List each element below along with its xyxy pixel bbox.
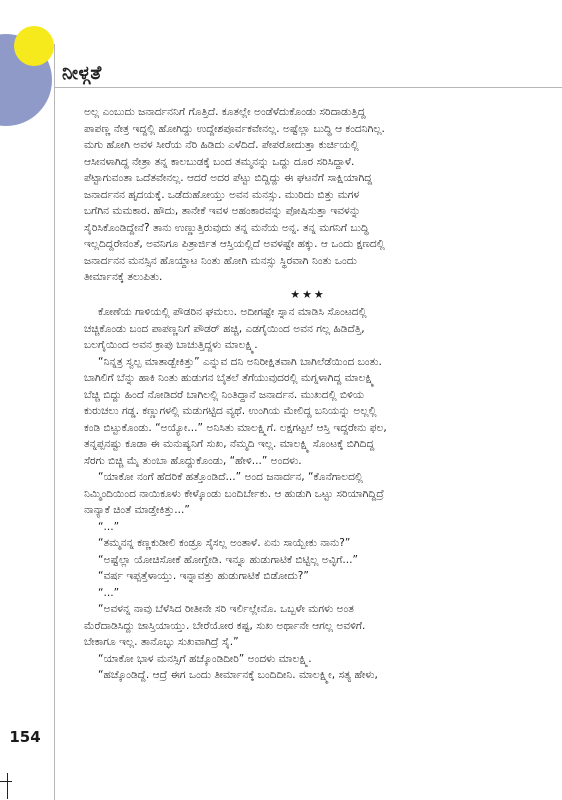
text-line: ಜನಾರ್ದನನ ಹೃದಯಕ್ಕೆ. ಒಡೆದುಹೋಯ್ತು ಅವನ ಮನಸ್ಸು. ಮುರಿದು ಬಿತ್ತು ಮಗಳ	[84, 188, 360, 201]
text-line: “ಅಷ್ಟೆಲ್ಲಾ ಯೋಚಿಸೋಕೆ ಹೋಗ್ಬೇಡಿ. ಇನ್ನೂ ಹುಡುಗಾಟಿಕೆ ಬಿಟ್ಟಿಲ್ಲ ಅವ್ಳಿಗೆ...”	[98, 553, 358, 566]
text-line: “ತಮ್ಮನನ್ನ ಕಣ್ಣಕುಡೀಲಿ ಕಂಡ್ರೂ ಸೈಸಲ್ಲ ಅಂತಾಳೆ. ಏನು ಸಾಯ್ಬೇಕು ನಾನು?”	[98, 537, 351, 549]
text-line: ನಿಮ್ಮಿಂದಿಯಿಂದ ನಾಯಿಕೂಳು ಕೇಳ್ಕೊಂಡು ಬಂದಿರ್ಬೇಕು. ಆ ಹುಡುಗಿ ಒಟ್ಟು ಸರಿಯಾಗಿದ್ದಿದ್ರೆ	[84, 487, 384, 500]
text-line: ಸೈರಿಸಿಕೊಂಡಿದ್ದೇನೆ? ತಾನು ಉಣ್ಣುತ್ತಿರುವುದು ತನ್ನ ಮನೆಯ ಅನ್ನ. ತನ್ನ ಮಗನಿಗೆ ಬುದ್ಧಿ	[84, 221, 369, 234]
text-line: ಕುರುಚಲು ಗಡ್ಡ. ಕಣ್ಣುಗಳಲ್ಲಿ ಮಡುಗಟ್ಟಿದ ವ್ಯಥೆ. ಉಂಗಿಯ ಮೇಲಿದ್ದ ಬನಿಯನ್ನು ಅಲ್ಲಲ್ಲಿ	[84, 405, 377, 417]
text-line: ಇಲ್ಲದಿದ್ದರೇನಂತೆ, ಅವನಿಗೂ ಪಿತ್ರಾರ್ಜಿತ ಆಸ್ತಿಯಲ್ಲಿದೆ ಅವಳಷ್ಟೇ ಹಕ್ಕು. ಆ ಒಂದು ಕ್ಷಣದಲ್ಲಿ	[84, 238, 385, 250]
text-line: ನಾನ್ಯಾಕೆ ಚಿಂತೆ ಮಾಡ್ತೇಕಿತ್ತು...”	[84, 504, 190, 516]
page-number: 154	[9, 728, 41, 746]
text-line: “...”	[98, 586, 120, 599]
text-line: ಆಸೀನಳಾಗಿದ್ದ ನೇತ್ರಾ ತನ್ನ ಕಾಲಬುಡಕ್ಕೆ ಬಂದ ತಮ್ಮನನ್ನು ಒದ್ದು ದೂರ ಸರಿಸಿದ್ದಾಳೆ.	[84, 155, 355, 168]
header-rule	[54, 87, 562, 88]
text-line: ಕೋಣೆಯ ಗಾಳಿಯಲ್ಲಿ ಪೌಡರಿನ ಘಮಲು. ಅದೀಗಷ್ಟೇ ಸ್ನಾನ ಮಾಡಿಸಿ ಸೊಂಟದಲ್ಲಿ	[98, 306, 367, 318]
text-line: ಸೆರಗು ಬಿಚ್ಚಿ ಮೈ ತುಂಬಾ ಹೊದ್ದುಕೊಂಡು, “ಹೇಳಿ...” ಅಂದಳು.	[84, 454, 302, 467]
text-line: “ನಿನ್ನತ್ರ ಸ್ವಲ್ಪ ಮಾತಾಡ್ಬೇಕಿತ್ತು” ಎನ್ನುವ ದನಿ ಅನಿರೀಕ್ಷಿತವಾಗಿ ಬಾಗಿಲೆಡೆಯಿಂದ ಬಂತು.	[98, 355, 382, 368]
text-line: ಬೆಚ್ಚಿ ಬಿದ್ದು ಹಿಂದೆ ನೋಡಿದರೆ ಬಾಗಿಲಲ್ಲಿ ನಿಂತಿದ್ದಾನೆ ಜನಾರ್ದನ. ಮುಖದಲ್ಲಿ ಬಿಳಿಯ	[84, 388, 365, 401]
text-line: “ಯಾಕೋ ನಂಗೆ ಹೆದರಿಕೆ ಹತ್ತೊಂಡಿದೆ...” ಅಂದ ಜನಾರ್ದನ, “ಕೊನೆಗಾಲದಲ್ಲಿ	[98, 471, 363, 483]
text-line: ಬಾಗಿಲಿಗೆ ಬೆನ್ನು ಹಾಕಿ ನಿಂತು ಹುಡುಗನ ಬೈತಲೆ ತೆಗೆಯುವುದರಲ್ಲಿ ಮಗ್ನಳಾಗಿದ್ದ ಮಾಲಕ್ಷ್ಮಿ	[84, 372, 375, 384]
decorative-yellow-circle	[14, 26, 54, 66]
text-line: ತನ್ನಪ್ಪನಷ್ಟು ಕೂಡಾ ಈ ಮನುಷ್ಯನಿಗೆ ಸುಖ, ನೆಮ್ಮದಿ ಇಲ್ಲ. ಮಾಲಕ್ಷ್ಮಿ ಸೊಂಟಕ್ಕೆ ಬಿಗಿದಿದ್ದ	[84, 438, 375, 450]
margin-rule-vertical	[54, 44, 55, 800]
text-line: ಮಗು ಹೋಗಿ ಅವಳ ಸೀರೆಯ ನೆರಿ ಹಿಡಿದು ಎಳೆದಿದೆ. ಪೇಪರೋದುತ್ತಾ ಕುರ್ಚಿಯಲ್ಲಿ	[84, 139, 359, 151]
text-line: “ಅವಳನ್ನ ನಾವು ಬೆಳೆಸಿದ ರೀತೀನೇ ಸರಿ ಇರ್ಲಿಲ್ಲೇನೊ. ಒಬ್ಬಳೇ ಮಗಳು ಅಂತ	[98, 603, 354, 615]
text-line: ಬಗೆಗಿನ ಮಮಕಾರ. ಹೌದು, ತಾನೇಕೆ ಇವಳ ಅಹಂಕಾರವನ್ನು ಪೋಷಿಸುತ್ತಾ ಇವಳನ್ನು	[84, 205, 361, 217]
section-title: ನೀಳ್ಗತೆ	[62, 62, 102, 84]
text-line: ಪೆಟ್ಟಾಗುವಂತಾ ಒದೆತವೇನಲ್ಲ. ಆದರೆ ಅದರ ಪೆಟ್ಟು ಬಿದ್ದಿದ್ದು ಈ ಘಟನೆಗೆ ಸಾಕ್ಷಿಯಾಗಿದ್ದ	[84, 172, 373, 184]
text-line: “ಯಾಕೋ ಭಾಳ ಮನಸ್ಸಿಗೆ ಹಚ್ಕೊಂಡಿದೀರಿ” ಅಂದಳು ಮಾಲಕ್ಷ್ಮಿ.	[98, 652, 312, 665]
text-line: “...”	[98, 520, 120, 533]
text-line: ಚಚ್ಚಿಕೊಂಡು ಬಂದ ಪಾಪಣ್ಣನಿಗೆ ಪೌಡರ್ ಹಚ್ಚಿ, ಎಡಗೈಯಿಂದ ಅವನ ಗಲ್ಲ ಹಿಡಿದೆತ್ತಿ,	[84, 322, 365, 335]
text-line: ಕಂಡಿ ಬಿಟ್ಟುಕೊಂಡು. “ಅಯ್ಯೋ...” ಅನಿಸಿತು ಮಾಲಕ್ಷ್ಮಿಗೆ. ಲಕ್ಷಗಟ್ಟಲೆ ಆಸ್ತಿ ಇದ್ದರೇನು ಫಲ,	[84, 421, 387, 434]
text-line: ಬಲಗೈಯಿಂದ ಅವನ ಕ್ರಾಪು ಬಾಚುತ್ತಿದ್ದಳು ಮಾಲಕ್ಷ್ಮಿ.	[84, 339, 258, 351]
text-line: ಜನಾರ್ದನನ ಮನಸ್ಸಿನ ಹೊಯ್ದಾಟ ನಿಂತು ಹೋಗಿ ಮನಸ್ಸು ಸ್ಥಿರವಾಗಿ ನಿಂತು ಒಂದು	[84, 254, 357, 267]
text-line: “ಹಚ್ಕೊಂಡಿದ್ದೆ. ಆದ್ರೆ ಈಗ ಒಂದು ತೀರ್ಮಾನಕ್ಕೆ ಬಂದಿದೀನಿ. ಮಾಲಕ್ಷ್ಮೀ, ಸತ್ಯ ಹೇಳು,	[98, 669, 378, 681]
crop-mark-horizontal	[0, 781, 12, 782]
text-line: ಬೇಕಾಗೂ ಇಲ್ಲ. ತಾನೊಬ್ಳು ಸುಖವಾಗಿದ್ರೆ ಸೈ.”	[84, 636, 239, 648]
text-line: ಅಲ್ಲ ಎಂಬುದು ಜನಾರ್ದನನಿಗೆ ಗೊತ್ತಿದೆ. ಕೂತಲ್ಲೇ ಅಂಡೆಳೆದುಕೊಂಡು ಸರಿದಾಡುತ್ತಿದ್ದ	[84, 106, 366, 118]
text-line: ಮೆರೆದಾಡಿಸಿದ್ದು ಜಾಸ್ತಿಯಾಯ್ತು. ಬೇರೆಯೋರ ಕಷ್ಟ, ಸುಖ ಅರ್ಥಾನೇ ಆಗಲ್ಲ ಅವಳಿಗೆ.	[84, 619, 366, 632]
crop-mark	[7, 773, 8, 799]
body-text	[84, 104, 532, 684]
text-line: ಪಾಪಣ್ಣ ನೇತ್ರ ಇದ್ದಲ್ಲಿ ಹೋಗಿದ್ದು ಉದ್ದೇಶಪೂರ್ವಕವೇನಲ್ಲ. ಅಷ್ಟೆಲ್ಲಾ ಬುದ್ಧಿ ಆ ಕಂದನಿಗಿಲ್ಲ.	[84, 122, 385, 135]
section-break-stars: ★★★	[290, 287, 326, 301]
text-line: ತೀರ್ಮಾನಕ್ಕೆ ತಲುಪಿತು.	[84, 271, 163, 283]
text-line: “ವರ್ಷ ಇಪ್ಪತ್ತೆಳಾಯ್ತು. ಇನ್ನಾವತ್ತು ಹುಡುಗಾಟಿಕೆ ಬಿಡೋದು?”	[98, 570, 309, 582]
